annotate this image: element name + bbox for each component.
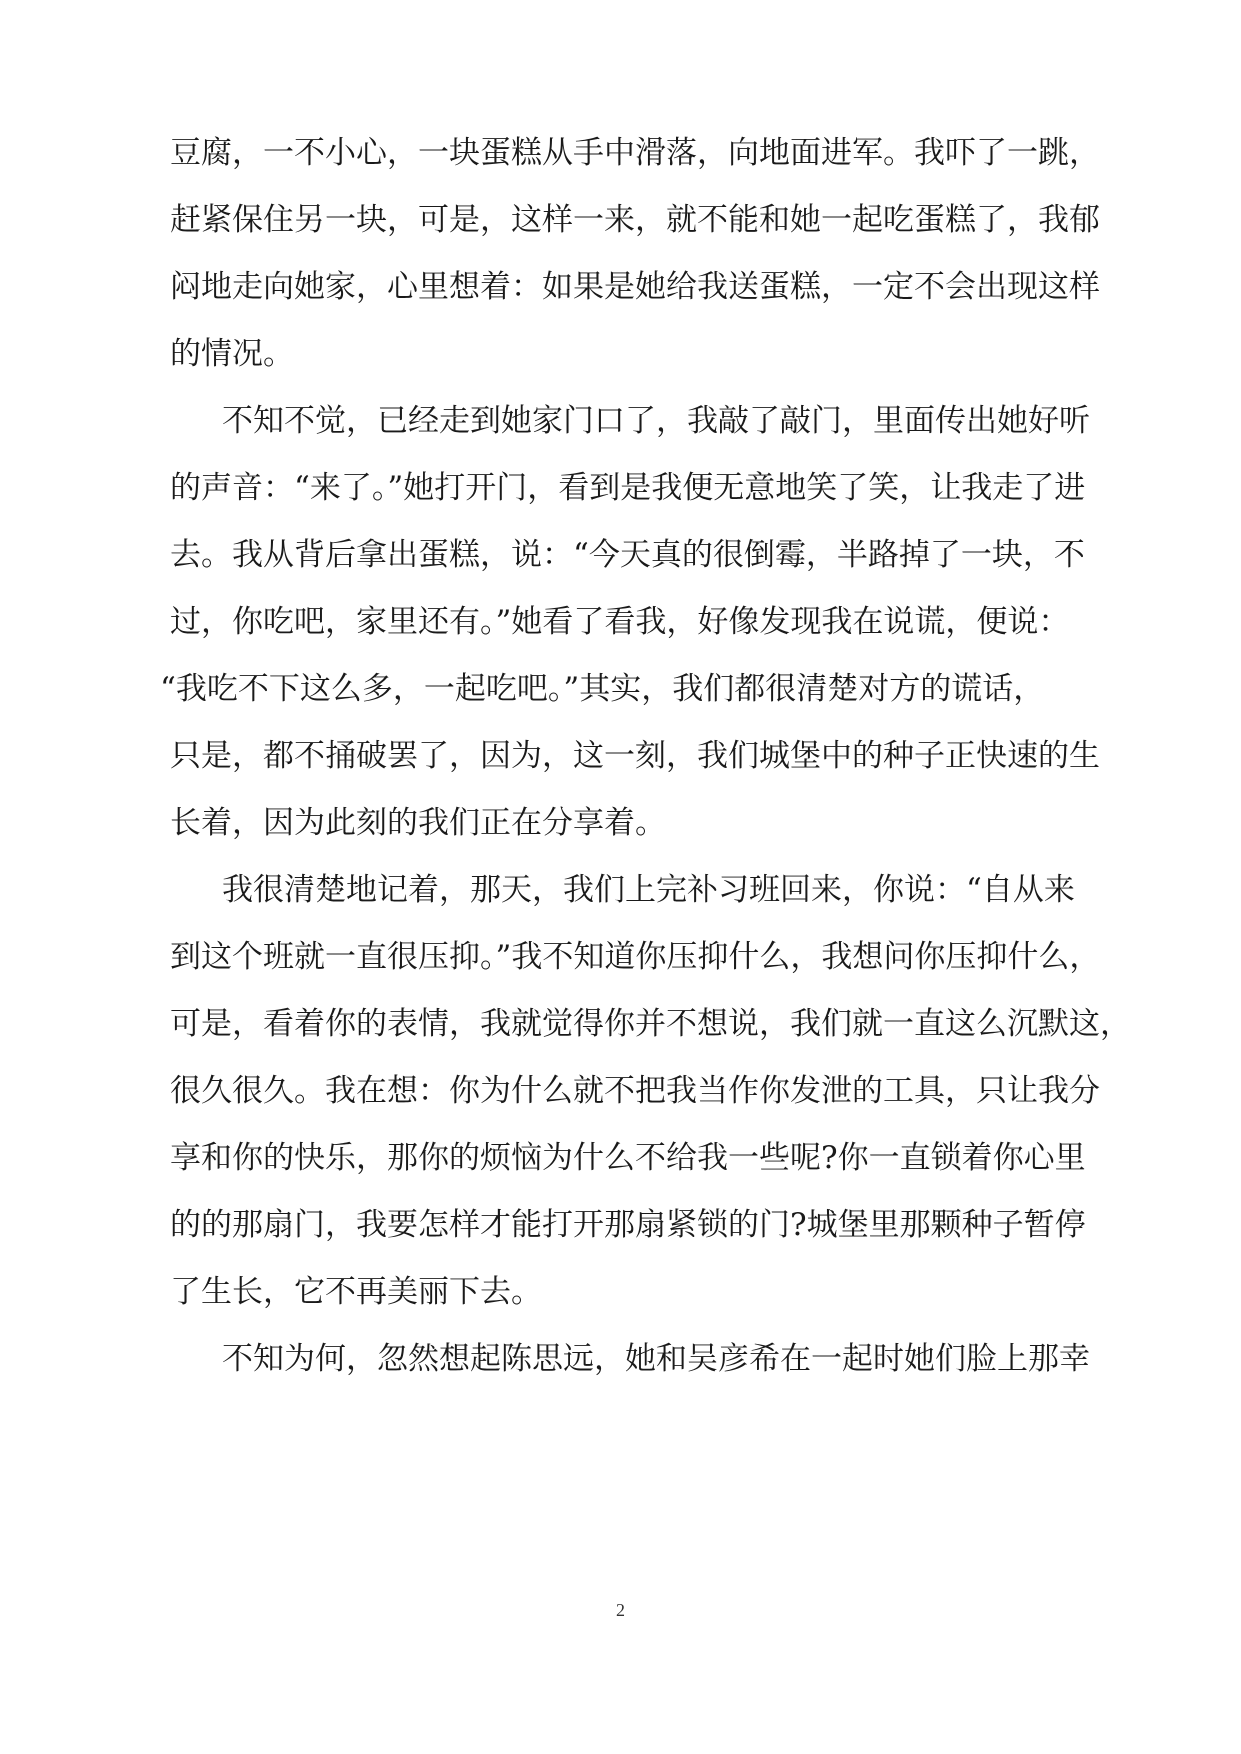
text-line: 豆腐，一不小心，一块蛋糕从手中滑落，向地面进军。我吓了一跳，	[170, 135, 1100, 171]
text-line: 很久很久。我在想：你为什么就不把我当作你发泄的工具，只让我分	[170, 1073, 1100, 1109]
text-line: 的情况。	[170, 336, 294, 372]
text-line: 了生长，它不再美丽下去。	[170, 1274, 542, 1310]
text-line: 只是，都不捅破罢了，因为，这一刻，我们城堡中的种子正快速的生	[170, 738, 1100, 774]
text-line: 到这个班就一直很压抑。”我不知道你压抑什么，我想问你压抑什么，	[170, 939, 1101, 975]
text-line: 的声音：“来了。”她打开门，看到是我便无意地笑了笑，让我走了进	[170, 470, 1086, 506]
text-line: 的的那扇门，我要怎样才能打开那扇紧锁的门?城堡里那颗种子暂停	[170, 1207, 1086, 1243]
paragraph-first-line: 不知为何，忽然想起陈思远，她和吴彦希在一起时她们脸上那幸	[222, 1341, 1090, 1377]
text-line: 可是，看着你的表情，我就觉得你并不想说，我们就一直这么沉默这，	[170, 1006, 1131, 1042]
text-line: 去。我从背后拿出蛋糕，说：“今天真的很倒霉，半路掉了一块，不	[170, 537, 1085, 573]
text-line: 赶紧保住另一块，可是，这样一来，就不能和她一起吃蛋糕了，我郁	[170, 202, 1100, 238]
text-line: 享和你的快乐，那你的烦恼为什么不给我一些呢?你一直锁着你心里	[170, 1140, 1086, 1176]
text-line: 过，你吃吧，家里还有。”她看了看我，好像发现我在说谎，便说：	[170, 604, 1070, 640]
text-line: 闷地走向她家，心里想着：如果是她给我送蛋糕，一定不会出现这样	[170, 269, 1100, 305]
page-number: 2	[616, 1600, 625, 1620]
paragraph-first-line: 不知不觉，已经走到她家门口了，我敲了敲门，里面传出她好听	[222, 403, 1090, 439]
text-line: “我吃不下这么多，一起吃吧。”其实，我们都很清楚对方的谎话，	[160, 671, 1045, 707]
text-line: 长着，因为此刻的我们正在分享着。	[170, 805, 666, 841]
paragraph-first-line: 我很清楚地记着，那天，我们上完补习班回来，你说：“自从来	[222, 872, 1075, 908]
